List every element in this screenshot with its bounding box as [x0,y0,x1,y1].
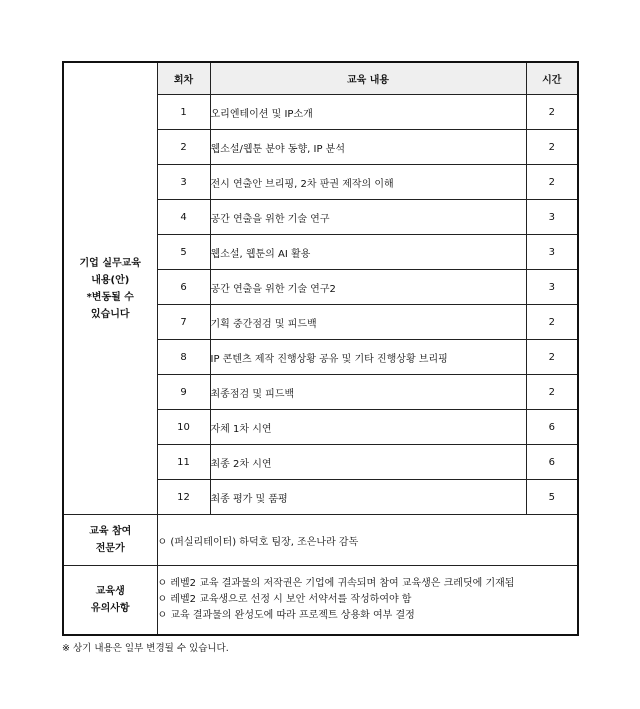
session-content: 웹소설, 웹툰의 AI 활용 [210,235,526,270]
session-number: 3 [157,165,210,200]
session-hours: 2 [526,305,578,340]
session-hours: 6 [526,410,578,445]
session-content: IP 콘텐츠 제작 진행상황 공유 및 기타 진행상황 브리핑 [210,340,526,375]
session-content: 기획 중간점검 및 피드백 [210,305,526,340]
expert-text: ㅇ (퍼실리테이터) 하덕호 팀장, 조은나라 감독 [157,515,578,566]
session-content: 최종 2차 시연 [210,445,526,480]
session-content: 공간 연출을 위한 기술 연구2 [210,270,526,305]
session-content: 공간 연출을 위한 기술 연구 [210,200,526,235]
session-number: 12 [157,480,210,515]
session-number: 1 [157,95,210,130]
session-number: 6 [157,270,210,305]
session-content: 웹소설/웹툰 분야 동향, IP 분석 [210,130,526,165]
session-hours: 2 [526,95,578,130]
session-hours: 2 [526,165,578,200]
session-hours: 3 [526,235,578,270]
expert-row [63,515,578,566]
header-content: 교육 내용 [210,62,526,95]
header-round: 회차 [157,62,210,95]
session-content: 최종점검 및 피드백 [210,375,526,410]
notice-row [63,566,578,636]
notice-label: 교육생 유의사항 [63,566,157,636]
side-label-curriculum: 기업 실무교육 내용(안) *변동될 수 있습니다 [63,62,157,515]
session-content: 자체 1차 시연 [210,410,526,445]
notice-item: ㅇ 레벨2 교육생으로 선정 시 보안 서약서를 작성하여야 함 [157,594,412,605]
session-number: 8 [157,340,210,375]
session-content: 오리엔테이션 및 IP소개 [210,95,526,130]
session-number: 5 [157,235,210,270]
notice-item: ㅇ 교육 결과물의 완성도에 따라 프로젝트 상용화 여부 결정 [157,610,415,621]
session-number: 4 [157,200,210,235]
session-hours: 2 [526,130,578,165]
session-hours: 6 [526,445,578,480]
session-hours: 2 [526,340,578,375]
session-content: 전시 연출안 브리핑, 2차 판권 제작의 이해 [210,165,526,200]
curriculum-table [62,61,579,636]
session-hours: 3 [526,200,578,235]
session-number: 10 [157,410,210,445]
session-content: 최종 평가 및 품평 [210,480,526,515]
session-number: 11 [157,445,210,480]
header-hours: 시간 [526,62,578,95]
notice-item: ㅇ 레벨2 교육 결과물의 저작권은 기업에 귀속되며 참여 교육생은 크레딧에 기재됨 [157,578,515,589]
header-row [63,62,578,95]
session-hours: 5 [526,480,578,515]
session-hours: 3 [526,270,578,305]
session-number: 2 [157,130,210,165]
notice-list [157,566,578,636]
session-number: 7 [157,305,210,340]
footnote: ※ 상기 내용은 일부 변경될 수 있습니다. [62,643,229,654]
session-hours: 2 [526,375,578,410]
session-number: 9 [157,375,210,410]
expert-label: 교육 참여 전문가 [63,515,157,566]
